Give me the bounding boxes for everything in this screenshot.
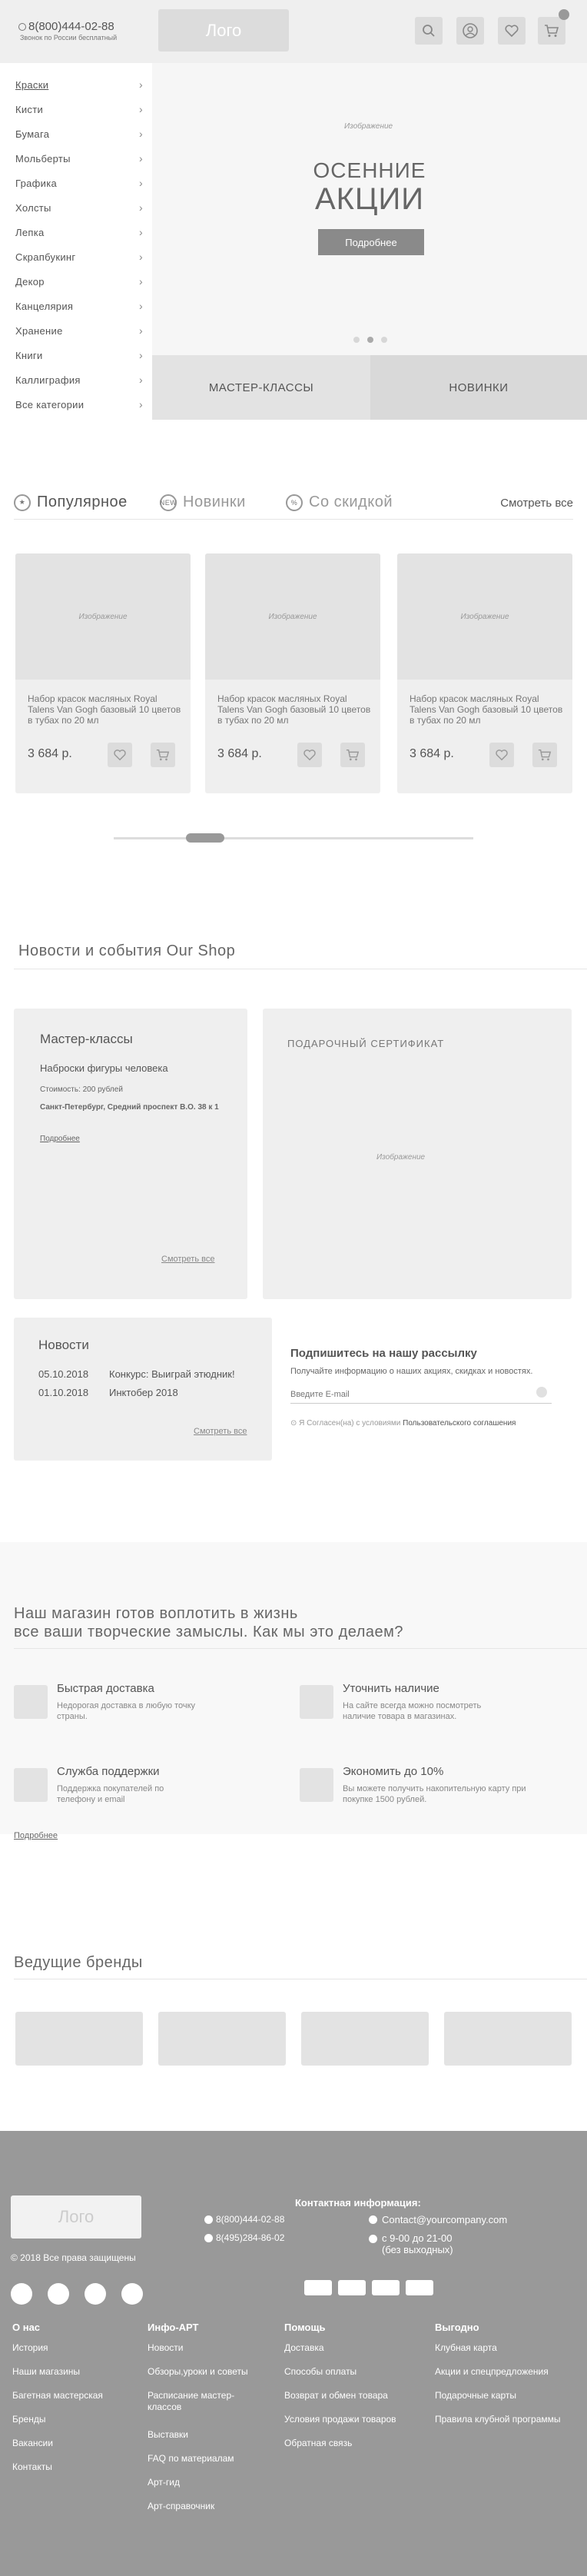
service-text: Недорогая доставка в любую точку страны. (57, 1701, 196, 1721)
sidebar-item-calligraphy[interactable]: Каллиграфия › (15, 374, 143, 386)
news-see-all-link[interactable]: Смотреть все (194, 1427, 247, 1436)
footer-column-help (284, 2322, 423, 2461)
footer-column-title: Выгодно (435, 2322, 479, 2333)
service-text: Поддержка покупателей по телефону и email (57, 1784, 164, 1804)
news-section-title: Новости и события Our Shop (18, 942, 236, 959)
master-class-card (14, 1009, 247, 1299)
footer-link[interactable]: Способы оплаты (284, 2366, 357, 2377)
brand-logo[interactable] (444, 2012, 572, 2066)
email-icon (369, 2215, 377, 2224)
service-text: Вы можете получить накопительную карту при покупке 1500 рублей. (343, 1784, 526, 1804)
footer-link[interactable]: Бренды (12, 2414, 46, 2425)
chevron-right-icon: › (139, 349, 143, 361)
footer-column-title: Помощь (284, 2322, 326, 2333)
products-scrollbar-thumb[interactable] (186, 833, 224, 843)
footer-link[interactable]: История (12, 2342, 48, 2353)
product-price: 3 684 р. (217, 747, 262, 760)
payment-method-icon (406, 2280, 433, 2295)
cart-button[interactable] (538, 17, 565, 45)
cart-icon (537, 748, 552, 762)
sidebar-item-canvases[interactable]: Холсты › (15, 201, 143, 214)
footer-link[interactable]: Клубная карта (435, 2342, 497, 2353)
product-price: 3 684 р. (410, 747, 454, 760)
footer-column-about (12, 2322, 143, 2485)
tab-discount[interactable]: % Со скидкой (286, 494, 393, 511)
product-tabs (14, 492, 573, 520)
service-title: Уточнить наличие (343, 1682, 439, 1695)
product-price: 3 684 р. (28, 747, 72, 760)
hero-title-line1: ОСЕННИЕ (313, 158, 426, 182)
footer-link[interactable]: Арт-справочник (148, 2501, 215, 2511)
sidebar-item-paper[interactable]: Бумага › (15, 128, 143, 140)
social-icon[interactable] (85, 2283, 106, 2305)
footer-link[interactable]: Арт-гид (148, 2477, 180, 2488)
slider-dot-3[interactable] (381, 337, 387, 343)
service-text: На сайте всегда можно посмотреть наличие товара в магазинах. (343, 1701, 482, 1721)
news-item-link[interactable]: Конкурс: Выиграй этюдник! (109, 1368, 235, 1380)
cart-count-badge (559, 9, 569, 20)
product-card[interactable] (15, 553, 191, 793)
product-image[interactable]: Изображение (205, 553, 380, 680)
hero-title-line2: АКЦИИ (314, 182, 425, 216)
news-item-date: 01.10.2018 (38, 1387, 89, 1398)
chevron-right-icon: › (139, 324, 143, 337)
subscribe-email-field (290, 1387, 552, 1404)
add-to-wishlist-button[interactable] (489, 743, 514, 767)
brand-logo[interactable] (158, 2012, 286, 2066)
master-class-subtitle: Наброски фигуры человека (40, 1062, 168, 1074)
social-icon[interactable] (48, 2283, 69, 2305)
news-item-date: 05.10.2018 (38, 1368, 89, 1380)
user-icon (462, 22, 479, 39)
consent-checkbox[interactable]: ⊙ (290, 1419, 297, 1428)
new-icon: NEW (160, 494, 177, 511)
site-footer (0, 2131, 587, 2576)
see-all-products-link[interactable]: Смотреть все (500, 497, 573, 510)
footer-link[interactable]: Багетная мастерская (12, 2390, 103, 2401)
chevron-right-icon: › (139, 128, 143, 140)
user-agreement-link[interactable]: Пользовательского соглашения (403, 1419, 516, 1428)
chevron-right-icon: › (139, 398, 143, 410)
promo-master-classes[interactable]: МАСТЕР-КЛАССЫ (152, 355, 370, 420)
brand-logo[interactable] (15, 2012, 143, 2066)
services-more-link[interactable]: Подробнее (14, 1831, 58, 1840)
percent-icon: % (286, 494, 303, 511)
footer-column-info-art (148, 2322, 278, 2524)
heart-icon (504, 23, 519, 38)
chevron-right-icon: › (139, 201, 143, 214)
sidebar-item-stationery[interactable]: Канцелярия › (15, 300, 143, 312)
discount-icon (300, 1768, 333, 1802)
account-button[interactable] (456, 17, 484, 45)
footer-link[interactable]: Расписание мастер-классов (148, 2390, 235, 2412)
gift-certificate-title: ПОДАРОЧНЫЙ СЕРТИФИКАТ (287, 1038, 445, 1049)
sidebar-item-brushes[interactable]: Кисти › (15, 103, 143, 115)
add-to-cart-button[interactable] (340, 743, 365, 767)
subscribe-text: Получайте информацию о наших акциях, скидках и новостях. (290, 1367, 533, 1376)
product-image[interactable]: Изображение (397, 553, 572, 680)
search-button[interactable] (415, 17, 443, 45)
gift-certificate-card[interactable] (263, 1009, 572, 1299)
subscribe-consent: ⊙ Я Согласен(на) с условиями Пользовательского соглашения (290, 1419, 516, 1428)
footer-link[interactable]: Правила клубной программы (435, 2414, 561, 2425)
phone-icon (204, 2215, 213, 2224)
footer-copyright: © 2018 Все права защищены (11, 2252, 136, 2263)
gift-image-placeholder: Изображение (376, 1153, 426, 1162)
chevron-right-icon: › (139, 103, 143, 115)
divider (14, 1648, 587, 1649)
subscribe-email-input[interactable] (290, 1387, 521, 1402)
category-sidebar (0, 63, 152, 420)
footer-link[interactable]: Вакансии (12, 2438, 53, 2448)
master-class-see-all-link[interactable]: Смотреть все (161, 1255, 215, 1264)
sidebar-item-easels[interactable]: Мольберты › (15, 152, 143, 165)
news-item-link[interactable]: Инктобер 2018 (109, 1387, 178, 1398)
product-name[interactable]: Набор красок масляных Royal Talens Van Gogh базовый 10 цветов в тубах по 20 мл (217, 693, 371, 726)
services-title-line2: все ваши творческие замыслы. Как мы это делаем? (14, 1624, 404, 1640)
chevron-right-icon: › (139, 78, 143, 91)
footer-email[interactable]: Contact@yourcompany.com (369, 2214, 507, 2225)
chevron-right-icon: › (139, 251, 143, 263)
sidebar-item-storage[interactable]: Хранение › (15, 324, 143, 337)
heart-icon (113, 748, 127, 762)
star-icon: ★ (14, 494, 31, 511)
products-scrollbar-track[interactable] (114, 837, 473, 839)
chevron-right-icon: › (139, 177, 143, 189)
sidebar-item-paints[interactable]: Краски › (15, 78, 143, 91)
site-header (0, 0, 587, 63)
footer-column-title: Инфо-АРТ (148, 2322, 199, 2333)
promo-new-arrivals[interactable]: НОВИНКИ (370, 355, 587, 420)
footer-link[interactable]: Возврат и обмен товара (284, 2390, 388, 2401)
payment-method-icon (338, 2280, 366, 2295)
product-card[interactable] (397, 553, 572, 793)
hero-slider (152, 63, 587, 355)
footer-column-title: О нас (12, 2322, 41, 2333)
heart-icon (303, 748, 317, 762)
phone-icon (204, 2234, 213, 2242)
brands-title: Ведущие бренды (14, 1954, 143, 1971)
add-to-wishlist-button[interactable] (108, 743, 132, 767)
cart-icon (345, 748, 360, 762)
subscribe-submit-button[interactable] (536, 1387, 547, 1398)
footer-link[interactable]: Выставки (148, 2429, 188, 2440)
chevron-right-icon: › (139, 374, 143, 386)
service-title: Быстрая доставка (57, 1682, 154, 1695)
delivery-icon (14, 1685, 48, 1719)
sidebar-item-graphics[interactable]: Графика › (15, 177, 143, 189)
footer-link[interactable]: Обратная связь (284, 2438, 353, 2448)
master-class-cost: Стоимость: 200 рублей (40, 1085, 123, 1094)
chevron-right-icon: › (139, 152, 143, 165)
service-title: Экономить до 10% (343, 1765, 444, 1778)
add-to-cart-button[interactable] (151, 743, 175, 767)
slider-dot-1[interactable] (353, 337, 360, 343)
footer-link[interactable]: Новости (148, 2342, 184, 2353)
product-name[interactable]: Набор красок масляных Royal Talens Van Gogh базовый 10 цветов в тубах по 20 мл (410, 693, 563, 726)
header-phone-note: Звонок по России бесплатный (20, 34, 118, 42)
news-box-title: Новости (38, 1338, 89, 1352)
services-title-line1: Наш магазин готов воплотить в жизнь (14, 1605, 298, 1622)
social-icon[interactable] (11, 2283, 32, 2305)
social-icon[interactable] (121, 2283, 143, 2305)
tab-new[interactable]: NEW Новинки (159, 494, 246, 510)
master-class-title: Мастер-классы (40, 1032, 133, 1046)
sidebar-item-decor[interactable]: Декор › (15, 275, 143, 288)
slider-dot-2[interactable] (367, 337, 373, 343)
wishlist-button[interactable] (498, 17, 526, 45)
footer-link[interactable]: FAQ по материалам (148, 2453, 234, 2464)
payment-method-icon (372, 2280, 400, 2295)
add-to-wishlist-button[interactable] (297, 743, 322, 767)
hero-image-placeholder: Изображение (344, 122, 393, 131)
footer-column-benefits (435, 2322, 581, 2438)
header-phone-number[interactable]: 8(800)444-02-88 (28, 20, 114, 33)
subscribe-title: Подпишитесь на нашу рассылку (290, 1347, 477, 1360)
add-to-cart-button[interactable] (532, 743, 557, 767)
search-icon (421, 23, 436, 38)
tab-popular[interactable]: ★ Популярное (14, 494, 128, 511)
product-image[interactable]: Изображение (15, 553, 191, 680)
footer-hours: с 9-00 до 21-00 (без выходных) (369, 2232, 453, 2255)
master-class-more-link[interactable]: Подробнее (40, 1135, 80, 1143)
footer-logo[interactable]: Лого (11, 2195, 141, 2239)
service-title: Служба поддержки (57, 1765, 160, 1778)
product-card[interactable] (205, 553, 380, 793)
heart-icon (495, 748, 509, 762)
footer-link[interactable]: Условия продажи товаров (284, 2414, 396, 2425)
sidebar-item-all-categories[interactable]: Все категории › (15, 398, 143, 410)
phone-icon (18, 23, 26, 31)
footer-phone-2[interactable]: 8(495)284-86-02 (204, 2232, 284, 2243)
footer-link[interactable]: Доставка (284, 2342, 324, 2353)
master-class-address: Санкт-Петербург, Средний проспект В.О. 38 к 1 (40, 1103, 219, 1112)
cart-icon (155, 748, 171, 762)
chevron-right-icon: › (139, 275, 143, 288)
footer-link[interactable]: Контакты (12, 2461, 52, 2472)
header-logo[interactable]: Лого (158, 9, 289, 52)
brand-logo[interactable] (301, 2012, 429, 2066)
cart-icon (543, 23, 560, 38)
clock-icon (369, 2235, 377, 2243)
footer-link[interactable]: Подарочные карты (435, 2390, 517, 2401)
header-phone[interactable] (18, 20, 114, 33)
hero-more-button[interactable]: Подробнее (318, 229, 424, 255)
sidebar-item-scrapbooking[interactable]: Скрапбукинг › (15, 251, 143, 263)
chevron-right-icon: › (139, 300, 143, 312)
availability-icon (300, 1685, 333, 1719)
payment-method-icon (304, 2280, 332, 2295)
product-name[interactable]: Набор красок масляных Royal Talens Van Gogh базовый 10 цветов в тубах по 20 мл (28, 693, 181, 726)
sidebar-item-modeling[interactable]: Лепка › (15, 226, 143, 238)
chevron-right-icon: › (139, 226, 143, 238)
footer-phone-1[interactable]: 8(800)444-02-88 (204, 2214, 284, 2225)
support-icon (14, 1768, 48, 1802)
footer-link[interactable]: Наши магазины (12, 2366, 81, 2377)
news-box (14, 1318, 272, 1461)
contacts-title: Контактная информация: (295, 2197, 421, 2209)
footer-link[interactable]: Обзоры,уроки и советы (148, 2366, 248, 2377)
sidebar-item-books[interactable]: Книги › (15, 349, 143, 361)
footer-link[interactable]: Акции и спецпредложения (435, 2366, 549, 2377)
